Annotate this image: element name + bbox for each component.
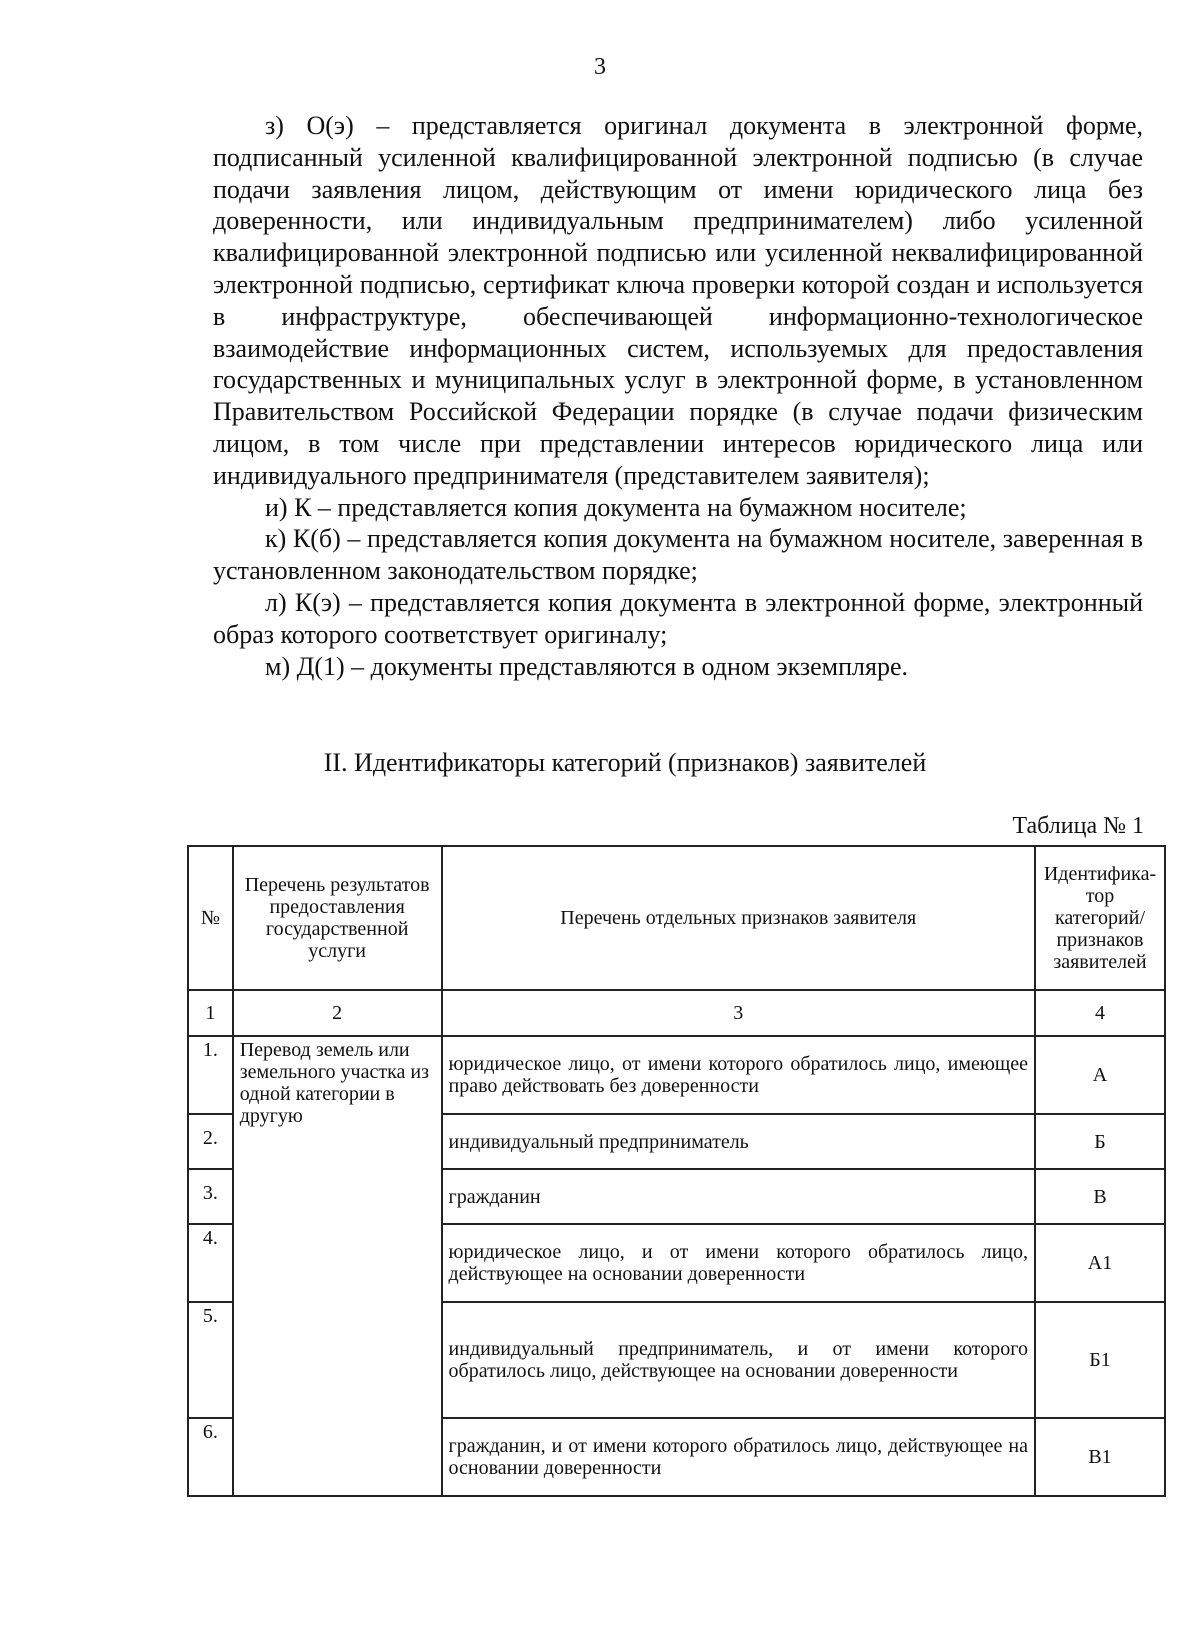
header-number: № <box>188 846 233 990</box>
table-caption: Таблица № 1 <box>1012 813 1144 839</box>
row-number: 3. <box>188 1169 233 1224</box>
applicant-attribute: индивидуальный предприниматель <box>442 1114 1035 1169</box>
section-title: II. Идентификаторы категорий (признаков) заявителей <box>323 748 927 777</box>
header-attributes: Перечень отдельных признаков заявителя <box>442 846 1035 990</box>
row-number: 2. <box>188 1114 233 1169</box>
row-number: 5. <box>188 1302 233 1418</box>
applicant-attribute: гражданин <box>442 1169 1035 1224</box>
column-number-row <box>188 990 1165 1036</box>
paragraph-z: з) О(э) – представляется оригинал документа в электронной форме, подписанный усиленной квалифицированной электронной подписью (в случае подачи заявления лицом, действующим от имени юридического лица без доверенности, или индивидуальным предпринимателем) либо усиленной квалифицированной электронной подписью или усиленной неквалифицированной электронной подписью, сертификат ключа проверки которой создан и используется в инфраструктуре, обеспечивающей информационно-технологическое взаимодействие информационных систем, используемых для предоставления государственных и муниципальных услуг в электронной форме, в установленном Правительством Российской Федерации порядке (в случае подачи физическим лицом, в том числе при представлении интересов юридического лица или индивидуального предпринимателя (представителем заявителя); <box>213 111 1143 490</box>
row-number: 6. <box>188 1418 233 1496</box>
service-result: Перевод земель или земельного участка из одной категории в другую <box>233 1036 442 1496</box>
paragraph-m: м) Д(1) – документы представляются в одном экземпляре. <box>265 651 909 681</box>
column-number: 1 <box>188 990 233 1036</box>
paragraph-k: к) К(б) – представляется копия документа на бумажном носителе, заверенная в установленном законодательством порядке; <box>213 524 1143 586</box>
header-results: Перечень результатов предоставления государственной услуги <box>233 846 442 990</box>
column-number: 3 <box>442 990 1035 1036</box>
applicant-attribute: юридическое лицо, от имени которого обратилось лицо, имеющее право действовать без доверенности <box>442 1036 1035 1114</box>
category-identifier: Б <box>1035 1114 1165 1169</box>
row-number: 4. <box>188 1224 233 1302</box>
table-header-row <box>188 846 1165 990</box>
paragraph-l: л) К(э) – представляется копия документа в электронной форме, электронный образ которого соответствует оригиналу; <box>213 587 1143 649</box>
applicant-categories-table <box>187 845 1166 1497</box>
category-identifier: В <box>1035 1169 1165 1224</box>
applicant-attribute: индивидуальный предприниматель, и от имени которого обратилось лицо, действующее на основании доверенности <box>442 1302 1035 1418</box>
applicant-attribute: гражданин, и от имени которого обратилось лицо, действующее на основании доверенности <box>442 1418 1035 1496</box>
category-identifier: В1 <box>1035 1418 1165 1496</box>
category-identifier: А <box>1035 1036 1165 1114</box>
applicant-attribute: юридическое лицо, и от имени которого обратилось лицо, действующее на основании доверенности <box>442 1224 1035 1302</box>
paragraph-i: и) К – представляется копия документа на бумажном носителе; <box>265 492 967 522</box>
category-identifier: А1 <box>1035 1224 1165 1302</box>
body-text <box>213 110 1143 682</box>
category-identifier: Б1 <box>1035 1302 1165 1418</box>
row-number: 1. <box>188 1036 233 1114</box>
table-row <box>188 1036 1165 1114</box>
column-number: 2 <box>233 990 442 1036</box>
header-identifier: Идентифика-тор категорий/ признаков заявителей <box>1035 846 1165 990</box>
page-number: 3 <box>594 54 606 80</box>
column-number: 4 <box>1035 990 1165 1036</box>
